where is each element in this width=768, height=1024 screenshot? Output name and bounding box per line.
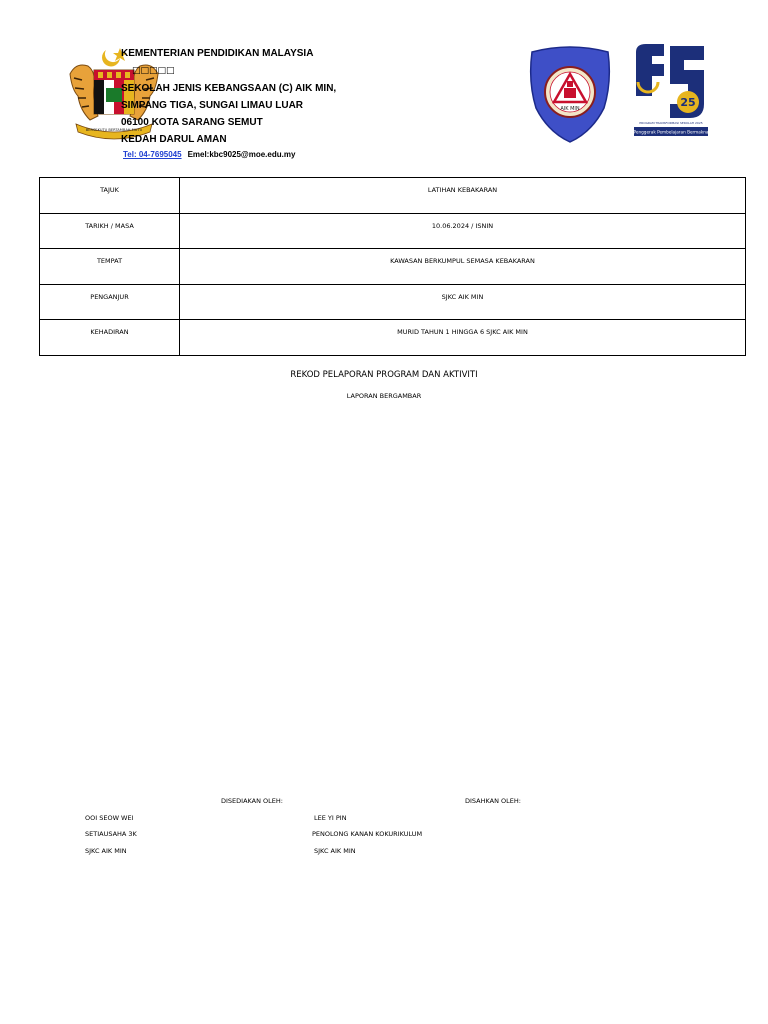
row-value: LATIHAN KEBAKARAN [180,178,746,214]
row-value: KAWASAN BERKUMPUL SEMASA KEBAKARAN [180,249,746,285]
prepared-by-label: DISEDIAKAN OLEH: [221,797,283,805]
row-label: TARIKH / MASA [40,213,180,249]
report-title: REKOD PELAPORAN PROGRAM DAN AKTIVITI [290,370,478,380]
crest-motto: BERSEKUTU BERTAMBAH MUTU [85,128,143,132]
table-row [40,320,746,356]
school-badge-text: AIK MIN [560,106,580,112]
school-chinese-name: □□□□□ [132,66,175,76]
row-label: TAJUK [40,178,180,214]
ts-logo-tagline: Penggerak Pembelajaran Bermakna [633,129,709,135]
ts-logo-number: 25 [680,96,696,109]
ministry-name: KEMENTERIAN PENDIDIKAN MALAYSIA [121,48,314,59]
ts-logo-caption: PROGRAM TRANSFORMASI SEKOLAH 2025 [639,121,703,125]
row-label: TEMPAT [40,249,180,285]
approver-name: LEE YI PIN [314,814,347,822]
preparer-position: SETIAUSAHA 3K [85,830,137,838]
table-row [40,284,746,320]
state-name: KEDAH DARUL AMAN [121,134,227,145]
row-label: KEHADIRAN [40,320,180,356]
report-subtitle: LAPORAN BERGAMBAR [346,392,422,400]
ts25-program-logo [632,42,710,138]
table-row [40,178,746,214]
school-name: SEKOLAH JENIS KEBANGSAAN (C) AIK MIN, [121,83,337,94]
school-badge-logo [526,44,614,144]
phone-link[interactable]: Tel: 04-7695045 [123,150,182,159]
email-text: Emel:kbc9025@moe.edu.my [187,150,296,159]
approved-by-label: DISAHKAN OLEH: [465,797,521,805]
row-value: MURID TAHUN 1 HINGGA 6 SJKC AIK MIN [180,320,746,356]
address-line-2: 06100 KOTA SARANG SEMUT [121,117,263,128]
row-value: 10.06.2024 / ISNIN [180,213,746,249]
approver-position: PENOLONG KANAN KOKURIKULUM [312,830,423,838]
row-label: PENGANJUR [40,284,180,320]
approver-school: SJKC AIK MIN [314,847,356,855]
preparer-name: OOI SEOW WEI [85,814,134,822]
program-info-table [39,177,746,356]
contact-line [123,150,295,159]
table-row [40,213,746,249]
preparer-school: SJKC AIK MIN [85,847,127,855]
row-value: SJKC AIK MIN [180,284,746,320]
address-line-1: SIMPANG TIGA, SUNGAI LIMAU LUAR [121,100,304,111]
table-row [40,249,746,285]
